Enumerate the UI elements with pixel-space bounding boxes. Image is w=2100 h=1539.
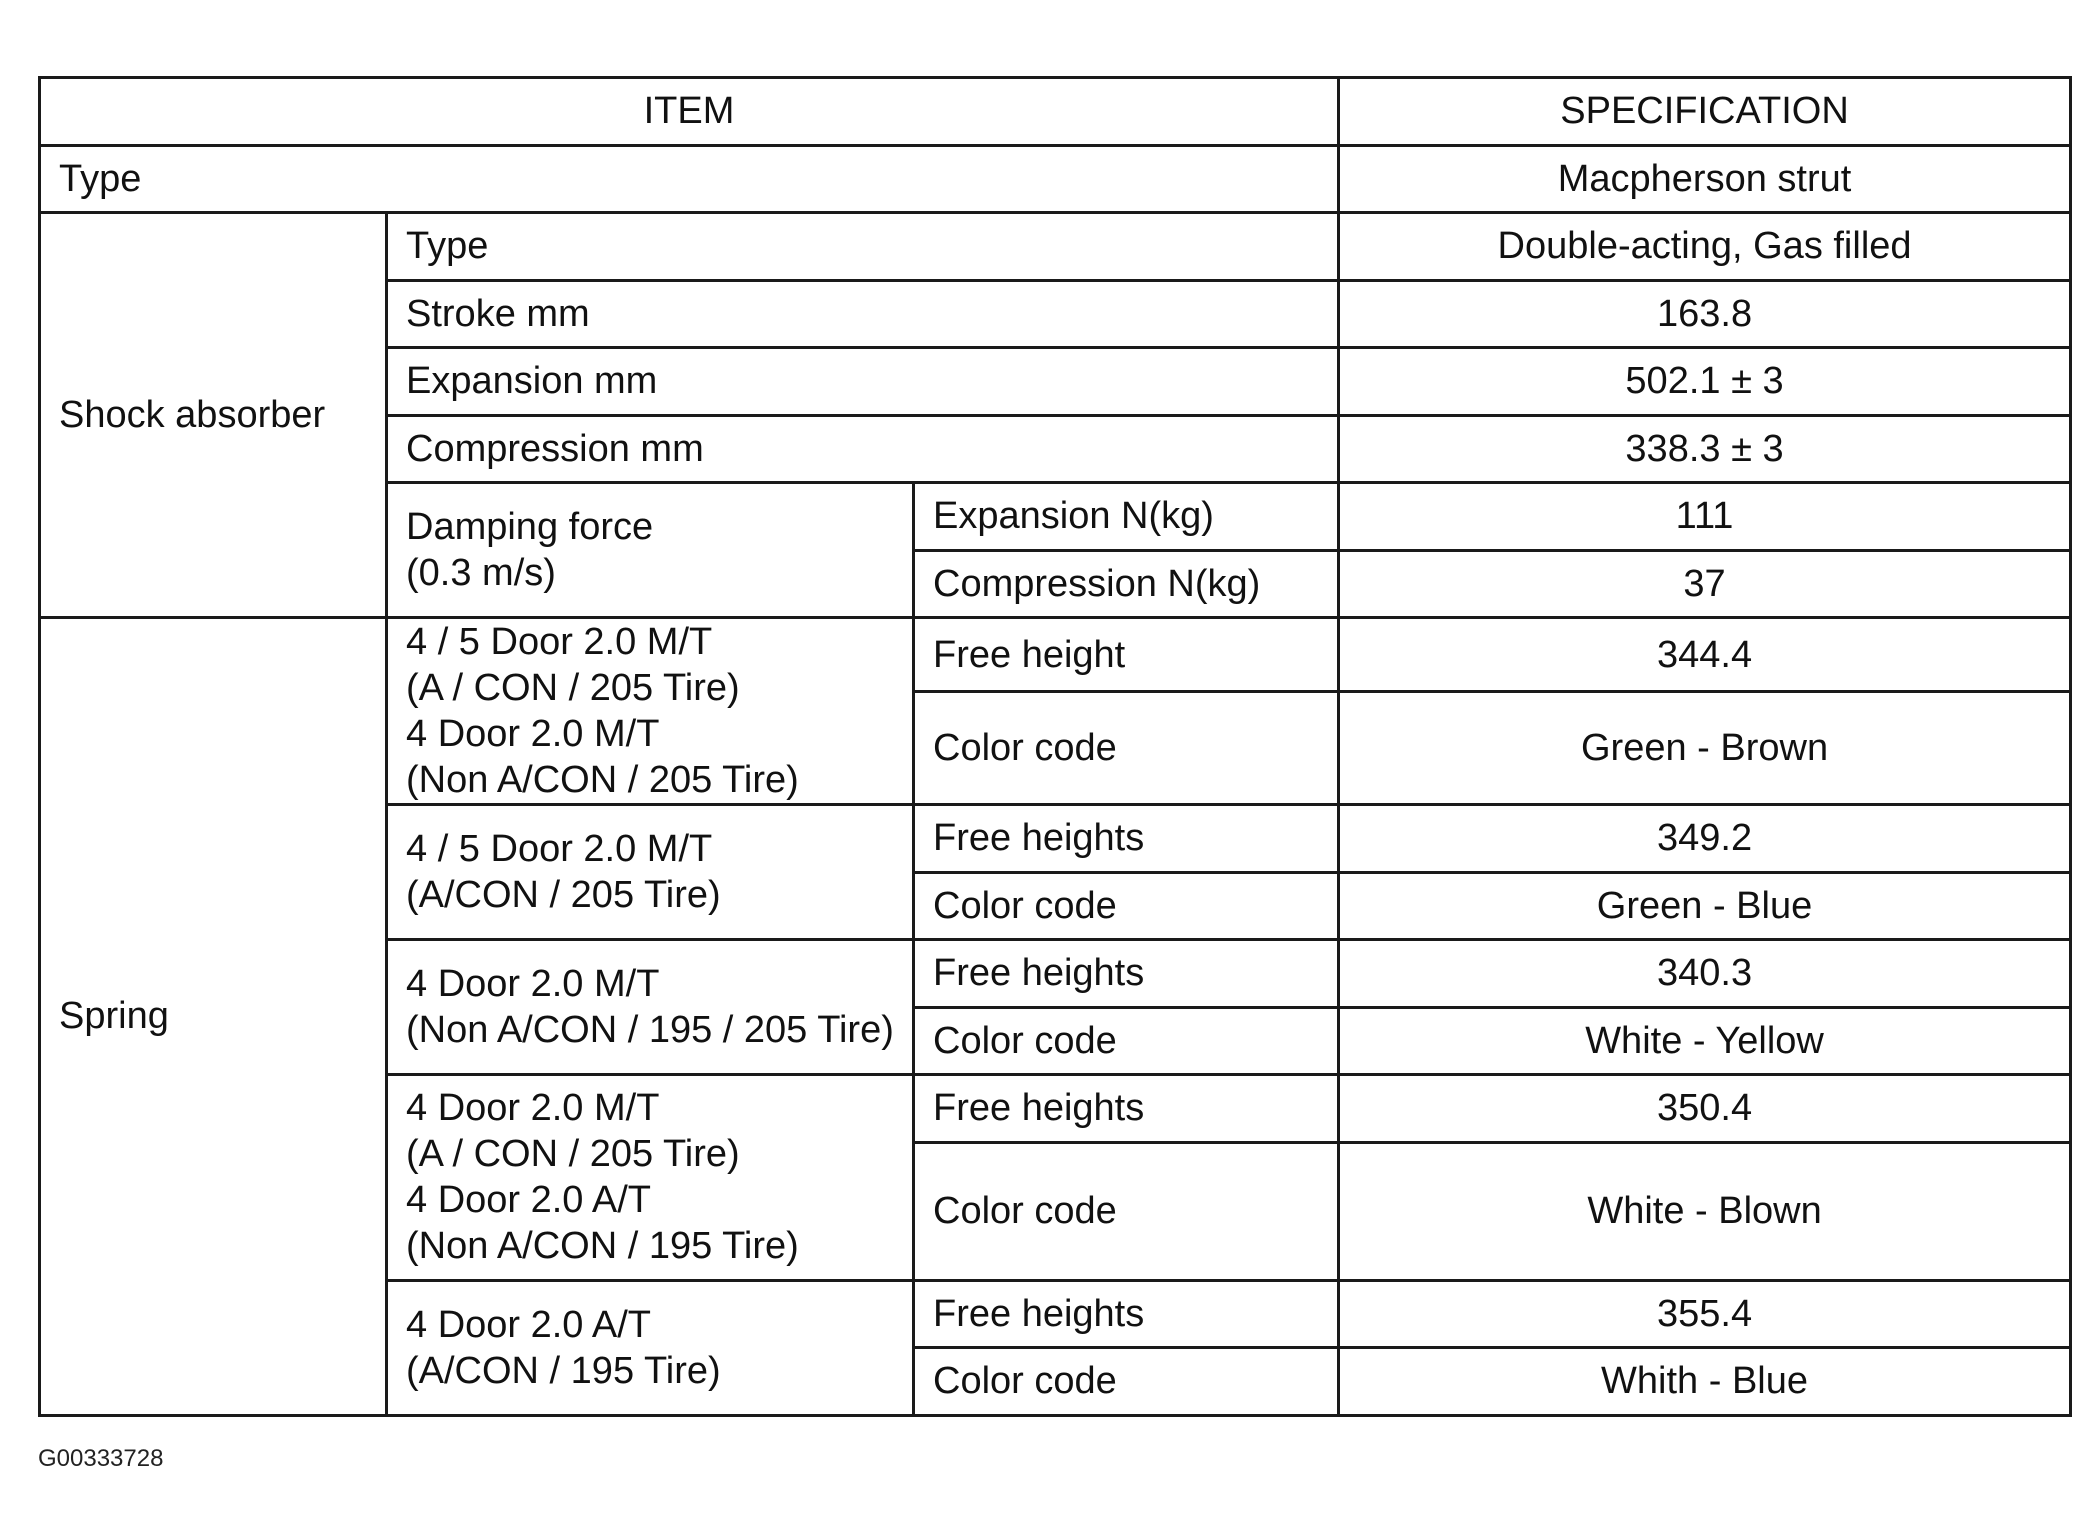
shock-type-value: Double-acting, Gas filled <box>1339 213 2071 281</box>
damping-force-line: (0.3 m/s) <box>406 552 556 594</box>
free-height-value: 344.4 <box>1339 618 2071 692</box>
figure-code: G00333728 <box>38 1445 164 1472</box>
color-code-value: Green - Brown <box>1339 692 2071 805</box>
header-row <box>40 78 2071 146</box>
stroke-label: Stroke mm <box>387 280 1339 348</box>
spring-variant-line: 4 Door 2.0 A/T <box>406 1179 652 1222</box>
free-height-value: 355.4 <box>1339 1280 2071 1348</box>
spring-variant-line: 4 Door 2.0 A/T <box>406 1303 652 1346</box>
damping-compression-label: Compression N(kg) <box>914 550 1339 618</box>
free-height-value: 340.3 <box>1339 940 2071 1008</box>
damping-expansion-label: Expansion N(kg) <box>914 483 1339 551</box>
spring-variant <box>387 805 914 940</box>
spring-label: Spring <box>40 618 387 1416</box>
free-height-label: Free height <box>914 618 1339 692</box>
color-code-value: White - Blown <box>1339 1142 2071 1280</box>
stroke-value: 163.8 <box>1339 280 2071 348</box>
color-code-label: Color code <box>914 692 1339 805</box>
color-code-value: Green - Blue <box>1339 872 2071 940</box>
spring-variant-line: 4 Door 2.0 M/T <box>406 713 660 755</box>
type-value: Macpherson strut <box>1339 145 2071 213</box>
damping-expansion-value: 111 <box>1339 483 2071 551</box>
color-code-value: Whith - Blue <box>1339 1348 2071 1416</box>
spring-variant-line: 4 Door 2.0 M/T <box>406 1087 660 1130</box>
damping-compression-value: 37 <box>1339 550 2071 618</box>
spring-variant-line: (A/CON / 195 Tire) <box>406 1349 721 1392</box>
free-height-label: Free heights <box>914 940 1339 1008</box>
free-height-label: Free heights <box>914 1075 1339 1143</box>
damping-force-label <box>387 483 914 618</box>
damping-force-line: Damping force <box>406 506 654 548</box>
spring-variant-line: 4 / 5 Door 2.0 M/T <box>406 621 713 663</box>
table-row <box>40 618 2071 692</box>
expansion-value: 502.1 ± 3 <box>1339 348 2071 416</box>
spring-variant <box>387 1075 914 1281</box>
item-header: ITEM <box>40 78 1339 146</box>
color-code-label: Color code <box>914 872 1339 940</box>
type-label: Type <box>40 145 1339 213</box>
color-code-value: White - Yellow <box>1339 1007 2071 1075</box>
table-row <box>40 213 2071 281</box>
compression-label: Compression mm <box>387 415 1339 483</box>
spring-variant-line: 4 / 5 Door 2.0 M/T <box>406 828 713 870</box>
spring-variant-line: (Non A/CON / 195 / 205 Tire) <box>406 1009 894 1051</box>
spring-variant <box>387 940 914 1075</box>
spring-variant <box>387 618 914 805</box>
color-code-label: Color code <box>914 1142 1339 1280</box>
free-height-value: 350.4 <box>1339 1075 2071 1143</box>
spring-variant-line: (A/CON / 205 Tire) <box>406 874 721 916</box>
color-code-label: Color code <box>914 1007 1339 1075</box>
type-row <box>40 145 2071 213</box>
spring-variant <box>387 1280 914 1415</box>
specification-header: SPECIFICATION <box>1339 78 2071 146</box>
expansion-label: Expansion mm <box>387 348 1339 416</box>
spring-variant-line: (A / CON / 205 Tire) <box>406 667 740 709</box>
spring-variant-line: (A / CON / 205 Tire) <box>406 1133 740 1176</box>
specification-table <box>38 76 2072 1417</box>
color-code-label: Color code <box>914 1348 1339 1416</box>
spring-variant-line: (Non A/CON / 205 Tire) <box>406 759 799 801</box>
spring-variant-line: 4 Door 2.0 M/T <box>406 963 660 1005</box>
free-height-label: Free heights <box>914 1280 1339 1348</box>
spring-variant-line: (Non A/CON / 195 Tire) <box>406 1225 799 1268</box>
shock-absorber-label: Shock absorber <box>40 213 387 618</box>
free-height-value: 349.2 <box>1339 805 2071 873</box>
compression-value: 338.3 ± 3 <box>1339 415 2071 483</box>
shock-type-label: Type <box>387 213 1339 281</box>
free-height-label: Free heights <box>914 805 1339 873</box>
